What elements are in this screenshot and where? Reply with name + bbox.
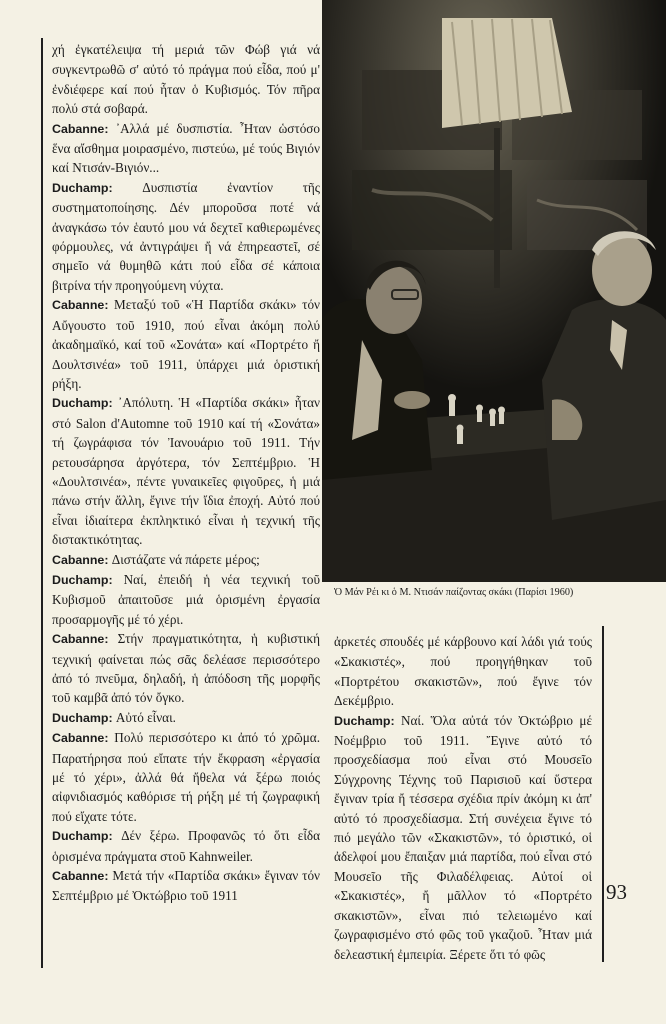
speaker-label: Duchamp:: [334, 713, 395, 728]
paragraph: [334, 711, 592, 964]
paragraph: [52, 295, 320, 393]
paragraph: [52, 866, 320, 906]
paragraph-text: χή ἐγκατέλειψα τή μεριά τῶν Φώβ γιά νά συγκεντρωθῶ σ' αὐτό τό πράγμα πού εἶδα, πού μ' ἐνδιέφερε καί πού ἦταν ὁ Κυβισμός. Τόν πῆρα πολύ στά σοβαρά.: [52, 42, 320, 117]
paragraph-text: Δυσπιστία ἐναντίον τῆς συστηματοποίησης. Δέν μποροῦσα ποτέ νά ἀναγκάσω τόν ἑαυτό μου νά δεχτεῖ καθιερωμένες φόρμουλες, νά ἀντιγράψει ἤ νά ἐπηρεαστεῖ, σέ σημεῖο νά θυμηθῶ κάτι πού εἶδα σέ κάποια βιτρίνα τήν προηγούμενη νύχτα.: [52, 179, 320, 293]
paragraph-text: ᾿Αλλά μέ δυσπιστία. Ἦταν ὡστόσο ἕνα αἴσθημα μοιρασμένο, πιστεύω, μέ τούς Βιγιόν καί Ντισάν-Βιγιόν...: [52, 120, 320, 176]
photo-caption: Ὁ Μάν Ρέι κι ὁ Μ. Ντισάν παίζοντας σκάκι (Παρίσι 1960): [334, 587, 574, 598]
speaker-label: Duchamp:: [52, 710, 113, 725]
paragraph-text: ἀρκετές σπουδές μέ κάρβουνο καί λάδι γιά τούς «Σκακιστές», πού προηγήθηκαν τοῦ «Πορτρέτου σκακιστῶν», πού ἔγινε τόν Δεκέμβριο.: [334, 634, 592, 709]
paragraph: [52, 728, 320, 826]
paragraph: [52, 119, 320, 178]
speaker-label: Duchamp:: [52, 180, 113, 195]
speaker-label: Cabanne:: [52, 121, 109, 136]
paragraph: [52, 393, 320, 549]
paragraph-text: Μετά τήν «Παρτίδα σκάκι» ἔγιναν τόν Σεπτέμβριο μέ Ὀκτώβριο τοῦ 1911: [52, 868, 321, 904]
paragraph: [52, 708, 320, 728]
speaker-label: Duchamp:: [52, 396, 113, 411]
speaker-label: Cabanne:: [52, 552, 109, 567]
paragraph-text: Αὐτό εἶναι.: [115, 709, 176, 725]
right-margin-rule: [602, 626, 604, 962]
paragraph: [52, 629, 320, 708]
paragraph: [52, 40, 320, 119]
paragraph-text: Πολύ περισσότερο κι ἀπό τό χρῶμα. Παρατήρησα πού εἴπατε τήν ἔκφραση «ἐργασία μέ τό χέρι», ἀλλά θά ἤθελα νά ξέρω ποιός αἰφνιδιασμός καθόρισε τή ρήξη μέ τή ζωγραφική πού εἴχατε τότε.: [52, 730, 321, 824]
paragraph-text: Δέν ξέρω. Προφανῶς τό ὅτι εἶδα ὁρισμένα πράγματα στοῦ Kahnweiler.: [52, 828, 320, 864]
right-text-column: [334, 632, 592, 964]
paragraph: [52, 570, 320, 629]
speaker-label: Cabanne:: [52, 869, 109, 884]
paragraph-text: Στήν πραγματικότητα, ἡ κυβιστική τεχνική φαίνεται πώς σᾶς δελέασε περισσότερο ἀπό τό πνεῦμα, δηλαδή, ἡ ἀπόδοση τῆς μορφῆς τοῦ καμβᾶ ἀπό τόν ὄγκο.: [52, 631, 320, 706]
paragraph-text: ᾿Απόλυτη. Ἡ «Παρτίδα σκάκι» ἦταν στό Salon d'Automne τοῦ 1910 καί τή «Σονάτα» τή ζωγράφισα τόν Ἰανουάριο τοῦ 1911. Τήν ρετουσάρησα ἀργότερα, τόν Σεπτέμβριο. Ἡ «Δουλτσινέα», πέντε γυναικεῖες φιγοῦρες, ἡ μιά πάνω στήν ἄλλη, ἔγινε τήν ἴδια ἐποχή. Αὐτό πού εἶναι ἰδιαίτερα ἐκπληκτικό εἶναι ἡ τεχνική τῆς διστακτικότητας.: [52, 395, 320, 548]
page-number: 93: [606, 880, 627, 904]
speaker-label: Cabanne:: [52, 632, 109, 647]
paragraph: [52, 178, 320, 295]
left-text-column: [52, 40, 320, 906]
paragraph-text: Ναί, ἐπειδή ἡ νέα τεχνική τοῦ Κυβισμοῦ ἀπαιτοῦσε μιά ὁρισμένη ἐργασία προσαρμογῆς μέ τό χέρι.: [52, 571, 320, 627]
left-margin-rule: [41, 38, 43, 968]
paragraph-text: Μεταξύ τοῦ «Ἡ Παρτίδα σκάκι» τόν Αὔγουστο τοῦ 1910, πού εἶναι ἀκόμη πολύ ἀκαδημαϊκό, καί τοῦ «Σονάτα» καί «Πορτρέτο ἤ Δουλτσινέα» τοῦ 1911, ὑπάρχει μιά ὁριστική ρήξη.: [52, 297, 321, 391]
photo-illustration: [322, 0, 666, 582]
paragraph: [52, 550, 320, 570]
paragraph: [334, 632, 592, 711]
speaker-label: Duchamp:: [52, 572, 113, 587]
paragraph-text: Διστάζατε νά πάρετε μέρος;: [111, 551, 260, 567]
paragraph: [52, 826, 320, 866]
speaker-label: Cabanne:: [52, 298, 109, 313]
speaker-label: Duchamp:: [52, 829, 113, 844]
photo-chess-players: [322, 0, 666, 582]
speaker-label: Cabanne:: [52, 731, 109, 746]
paragraph-text: Ναί. Ὅλα αὐτά τόν Ὀκτώβριο μέ Νοέμβριο τοῦ 1911. Ἔγινε αὐτό τό προσχεδίασμα πού εἶναι στό Μουσεῖο Σύγχρονης Τέχνης τοῦ Παρισιοῦ καί ὕστερα ἔγιναν τρία ἤ τέσσερα σχέδια πρίν ἀκόμη κι ἀπ' αὐτό τό προσχεδίασμα. Στή συνέχεια ἔγινε τό πιό μεγάλο τῶν «Σκακιστῶν», τό ὁριστικό, οἱ ἀδελφοί μου ἔπαιξαν μιά παρτίδα, πού εἶναι στό Μουσεῖο τῆς Φιλαδέλφειας. Αὐτοί οἱ «Σκακιστές», ἤ μᾶλλον τό «Πορτρέτο σκακιστῶν», εἶναι πιό τελειωμένο καί ζωγραφισμένο στό φῶς τοῦ γκαζιοῦ. Ἦταν μιά δελεαστική ἐμπειρία. Ξέρετε ὅτι τό φῶς: [334, 712, 593, 962]
